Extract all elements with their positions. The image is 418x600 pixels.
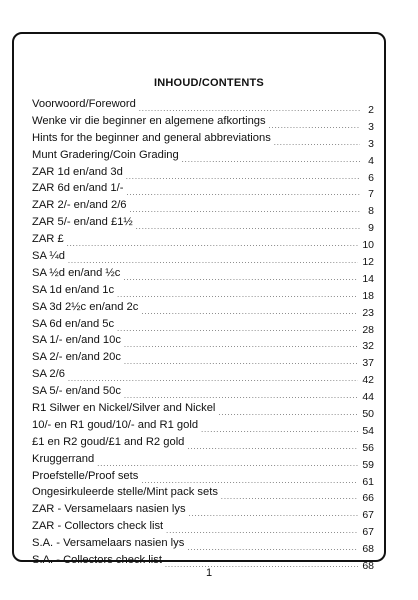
dot-leader (187, 440, 358, 457)
toc-entry-label: ZAR 5/- en/and £1½ (32, 216, 133, 229)
toc-entry-page: 7 (368, 188, 374, 201)
toc-entry-page: 4 (368, 154, 374, 167)
toc-entry-label: Ongesirkuleerde stelle/Mint pack sets (32, 486, 218, 499)
toc-entry-page: 42 (362, 374, 374, 387)
dot-leader (68, 372, 358, 389)
toc-entry-label: £1 en R2 goud/£1 and R2 gold (32, 435, 185, 448)
dot-leader (187, 541, 358, 558)
page-number: 1 (205, 567, 213, 579)
toc-entry-page: 18 (362, 289, 374, 302)
toc-entry-label: SA 2/- en/and 20c (32, 351, 121, 364)
toc-entry-label: 10/- en R1 goud/10/- and R1 gold (32, 418, 199, 431)
toc-entry-page: 28 (362, 323, 374, 336)
dot-leader (136, 220, 360, 237)
toc-entry-label: ZAR - Collectors check list (32, 520, 164, 533)
toc-entry-label: SA ½d en/and ½c (32, 266, 121, 279)
contents-title: INHOUD/CONTENTS (154, 77, 264, 89)
toc-entry-label: S.A. - Versamelaars nasien lys (32, 537, 185, 550)
toc-entry-page: 50 (362, 408, 374, 421)
dot-leader (67, 237, 359, 254)
dot-leader (141, 305, 358, 322)
toc-entry-label: Voorwoord/Foreword (32, 98, 136, 110)
dot-leader (117, 322, 358, 339)
dot-leader (221, 490, 358, 507)
toc-entry-page: 12 (362, 256, 374, 269)
toc-entry-label: ZAR 6d en/and 1/- (32, 182, 124, 195)
dot-leader (126, 186, 360, 203)
toc-entry-page: 59 (362, 458, 374, 471)
toc-entry-label: Proefstelle/Proof sets (32, 469, 139, 482)
dot-leader (124, 338, 358, 355)
toc-entry-page: 37 (362, 357, 374, 370)
toc-entry-label: ZAR 1d en/and 3d (32, 165, 123, 178)
toc-entry-page: 9 (368, 222, 374, 235)
toc-entry-page: 8 (368, 205, 374, 218)
dot-leader (269, 119, 360, 136)
toc-entry-label: Kruggerrand (32, 452, 95, 465)
toc-entry-label: ZAR 2/- en/and 2/6 (32, 199, 127, 212)
dot-leader (141, 474, 358, 491)
dot-leader (218, 406, 358, 423)
toc-entry-label: SA 1d en/and 1c (32, 283, 115, 296)
toc-entry-page: 56 (362, 441, 374, 454)
dot-leader (274, 136, 360, 153)
toc-entry-label: SA 1/- en/and 10c (32, 334, 121, 347)
dot-leader (124, 355, 358, 372)
toc-entry-page: 32 (362, 340, 374, 353)
table-of-contents (32, 96, 374, 573)
toc-entry-label: SA ¼d (32, 250, 65, 263)
dot-leader (166, 524, 358, 541)
toc-entry-label: ZAR £ (32, 233, 64, 246)
toc-entry-page: 14 (362, 272, 374, 285)
toc-entry-label: ZAR - Versamelaars nasien lys (32, 503, 186, 516)
toc-entry-page: 6 (368, 171, 374, 184)
dot-leader (117, 288, 358, 305)
toc-entry-page: 3 (368, 120, 374, 133)
toc-entry-page: 67 (362, 509, 374, 522)
toc-entry-page: 23 (362, 306, 374, 319)
dot-leader (126, 170, 360, 187)
toc-entry-page: 66 (362, 492, 374, 505)
dot-leader (68, 254, 358, 271)
toc-entry-page: 3 (368, 137, 374, 150)
toc-entry-page: 10 (362, 239, 374, 252)
dot-leader (189, 507, 359, 524)
toc-entry-label: S.A. - Collectors check list (32, 554, 162, 567)
toc-entry-page: 44 (362, 391, 374, 404)
toc-entry-label: SA 2/6 (32, 368, 65, 381)
toc-entry-page: 67 (362, 526, 374, 539)
toc-entry-label: R1 Silwer en Nickel/Silver and Nickel (32, 402, 216, 415)
toc-entry-label: Munt Gradering/Coin Grading (32, 148, 179, 161)
toc-entry-page: 68 (362, 543, 374, 556)
dot-leader (123, 271, 358, 288)
dot-leader (139, 102, 360, 119)
toc-entry-page: 54 (362, 424, 374, 437)
dot-leader (97, 457, 358, 474)
toc-entry-label: SA 3d 2½c en/and 2c (32, 300, 139, 313)
toc-entry-label: Wenke vir die beginner en algemene afkortings (32, 114, 266, 127)
toc-entry-label: SA 6d en/and 5c (32, 317, 115, 330)
toc-entry-page: 68 (362, 560, 374, 573)
toc-entry-label: Hints for the beginner and general abbreviations (32, 131, 271, 144)
dot-leader (201, 423, 358, 440)
toc-entry (32, 96, 374, 116)
toc-entry-page: 2 (368, 104, 374, 116)
dot-leader (130, 203, 360, 220)
dot-leader (182, 153, 360, 170)
toc-entry-page: 61 (362, 475, 374, 488)
dot-leader (124, 389, 358, 406)
toc-entry-label: SA 5/- en/and 50c (32, 385, 121, 398)
